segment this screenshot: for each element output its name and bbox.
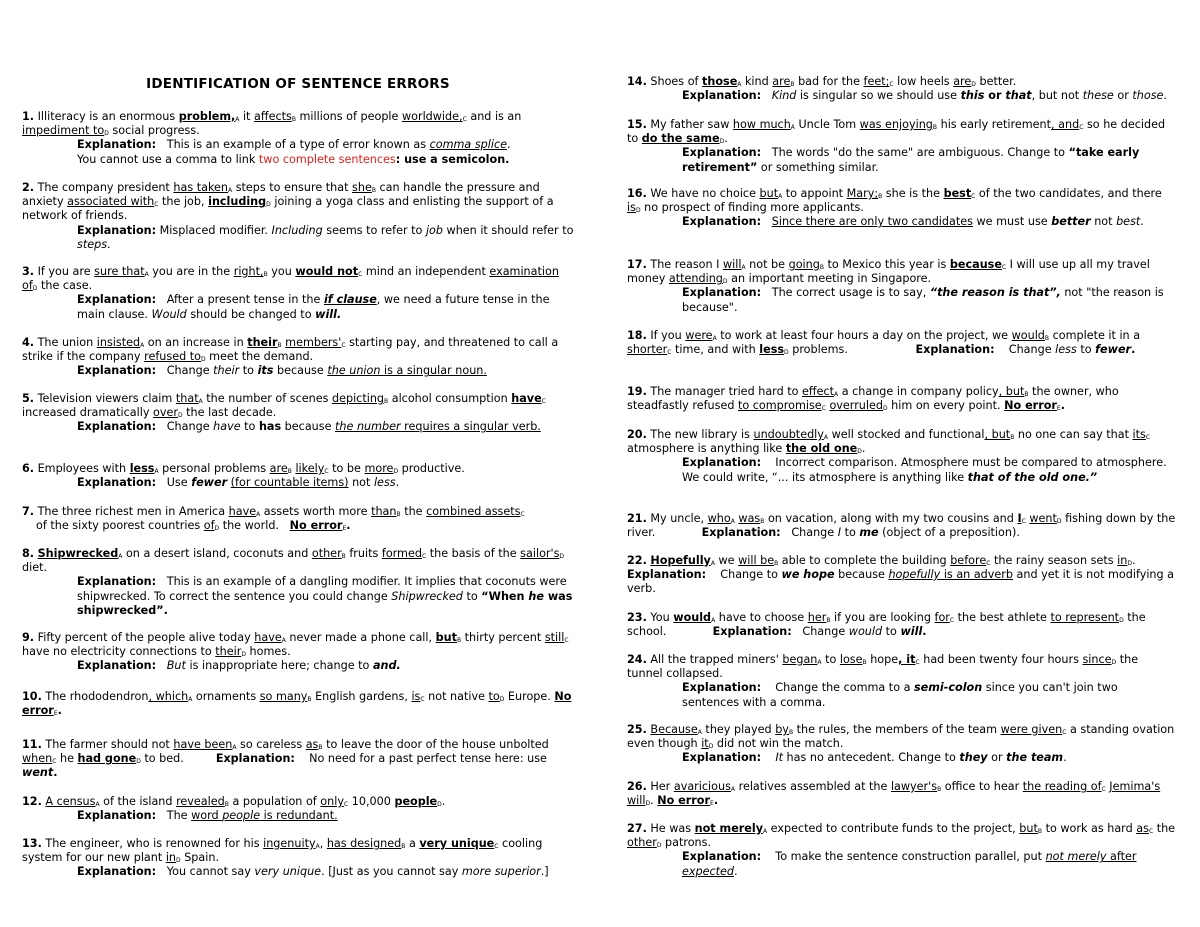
item-3: 3. If you are sure that$_A$ you are in the $right,_B$ you would not$_C$ mind an independent examination $of_D$ the case. Explanation: After a present tense in the if clause, we need a future tense in the main clause. Would should be changed to will. — [22, 265, 559, 321]
item-7: 7. The three richest men in America have$_A$ assets worth more than$_B$ the combined assets$_C$ of the sixty poorest countries $of_D$ the world. No error$_E$. — [22, 505, 525, 533]
item-25: 25. Because$_A$ they played $by_B$ the rules, the members of the team were given$_C$ a standing ovation even though $it_D$ did not win the match. Explanation: It has no antecedent. Change to they or the team. — [627, 723, 1175, 765]
item-5: 5. Television viewers claim that$_A$ the number of scenes depicting$_B$ alcohol consumption have$_C$ increased dramatically over$_D$ the last decade. Explanation: Change have to has because the number requires a singular verb. — [22, 392, 546, 434]
item-8: 8. Shipwrecked$_A$ on a desert island, coconuts and other$_B$ fruits formed$_C$ the basis of the $sailor's_D$ diet. Explanation: This is an example of a dangling modifier. It implies that coconuts were shipwrecked. To correct the sentence you could change Shipwrecked to “When he was shipwrecked”. — [22, 547, 573, 617]
item-11: 11. The farmer should not have been$_A$ so careless $as_B$ to leave the door of the house unbolted when$_C$ he had gone$_D$ to bed. Explanation: No need for a past perfect tense here: use went. — [22, 738, 549, 780]
page-title: IDENTIFICATION OF SENTENCE ERRORS — [146, 76, 450, 92]
item-13: 13. The engineer, who is renowned for his ingenuity$_A$, has designed$_B$ a very unique$_C$ cooling system for our new plant $in_D$ Spain. Explanation: You cannot say very unique. [Just as you cannot say more superior.] — [22, 837, 549, 879]
item-9: 9. Fifty percent of the people alive today have$_A$ never made a phone call, but$_B$ thirty percent still$_C$ have no electricity connections to their$_D$ homes. Explanation: But is inappropriate here; change to and. — [22, 631, 569, 673]
item-19: 19. The manager tried hard to effect$_A$ a change in company policy, but$_B$ the owner, who steadfastly refused to compromise$_C$ overruled$_D$ him on every point. No error$_E$. — [627, 385, 1119, 413]
item-6: 6. Employees with less$_A$ personal problems are$_B$ likely$_C$ to be more$_D$ productive. Explanation: Use fewer (for countable items) not less. — [22, 462, 465, 490]
item-2: 2. The company president has taken$_A$ steps to ensure that she$_B$ can handle the pressure and anxiety associated with$_C$ the job, including$_D$ joining a yoga class and enlisting the support of a network of friends. Explanation: Misplaced modifier. Including seems to refer to job when it should refer to steps. — [22, 181, 574, 251]
item-12: 12. A census$_A$ of the island revealed$_B$ a population of only$_C$ 10,000 people$_D$. Explanation: The word people is redundant. — [22, 795, 446, 823]
item-21: 21. My uncle, who$_A$ was$_B$ on vacation, along with my two cousins and $I_C$ went$_D$ fishing down by the river. Explanation: Change I to me (object of a preposition). — [627, 512, 1176, 540]
item-10: 10. The rhododendron, which$_A$ ornaments so many$_B$ English gardens, $is_C$ not native $to_D$ Europe. No error$_E$. — [22, 690, 572, 718]
item-16: 16. We have no choice but$_A$ to appoint $Mary;_B$ she is the best$_C$ of the two candidates, and there $is_D$ no prospect of finding more applicants. Explanation: Since there are only two candidates we must use better not best. — [627, 187, 1162, 229]
item-4: 4. The union insisted$_A$ on an increase in their$_B$ $members'_C$ starting pay, and threatened to call a strike if the company refused $to_D$ meet the demand. Explanation: Change their to its because the union is a singular noun. — [22, 336, 559, 378]
item-15: 15. My father saw how much$_A$ Uncle Tom was enjoying$_B$ his early retirement, and$_C$ so he decided to do the same$_D$. Explanation: The words "do the same" are ambiguous. Change to “take early retirement” or something similar. — [627, 118, 1166, 174]
item-23: 23. You would$_A$ have to choose her$_B$ if you are looking for$_C$ the best athlete to represent$_D$ the school. Explanation: Change would to will. — [627, 611, 1146, 639]
item-24: 24. All the trapped miners' began$_A$ to lose$_B$ hope, $it_C$ had been twenty four hours since$_D$ the tunnel collapsed. Explanation: Change the comma to a semi-colon since you can't join two sentences with a comma. — [627, 653, 1139, 709]
item-1: 1. Illiteracy is an enormous $problem,_A$ it affects$_B$ millions of people $worldwide,_C$ and is an impediment $to_D$ social progress. Explanation: This is an example of a type of error known as comma splice. You cannot use a comma to link two complete sentences: use a semicolon. — [22, 110, 522, 166]
item-14: 14. Shoes of those$_A$ kind are$_B$ bad for the $feet;_C$ low heels are$_D$ better. Explanation: Kind is singular so we should use this or that, but not these or those. — [627, 75, 1167, 103]
item-17: 17. The reason I will$_A$ not be going$_B$ to Mexico this year is because$_C$ I will use up all my travel money attending$_D$ an important meeting in Singapore. Explanation: The correct usage is to say, “the reason is that”, not "the reason is because". — [627, 258, 1164, 314]
item-22: 22. Hopefully$_A$ we will $be_B$ able to complete the building before$_C$ the rainy season sets $in_D$. Explanation: Change to we hope because hopefully is an adverb and yet it is not modifying a verb. — [627, 554, 1175, 596]
item-18: 18. If you were$_A$ to work at least four hours a day on the project, we would$_B$ complete it in a shorter$_C$ time, and with less$_D$ problems. Explanation: Change less to fewer. — [627, 329, 1141, 357]
item-27: 27. He was not merely$_A$ expected to contribute funds to the project, but$_B$ to work as hard $as_C$ the other$_D$ patrons. Explanation: To make the sentence construction parallel, put not merely after expected. — [627, 822, 1176, 878]
item-20: 20. The new library is undoubtedly$_A$ well stocked and functional, but$_B$ no one can say that its$_C$ atmosphere is anything like the old one$_D$. Explanation: Incorrect comparison. Atmosphere must be compared to atmosphere. We could write, “... its atmosphere is anything like that of the old one.” — [627, 428, 1167, 484]
item-26: 26. Her avaricious$_A$ relatives assembled at the $lawyer's_B$ office to hear the reading $of_C$ Jemima's will$_D$. No error$_E$. — [627, 780, 1161, 808]
